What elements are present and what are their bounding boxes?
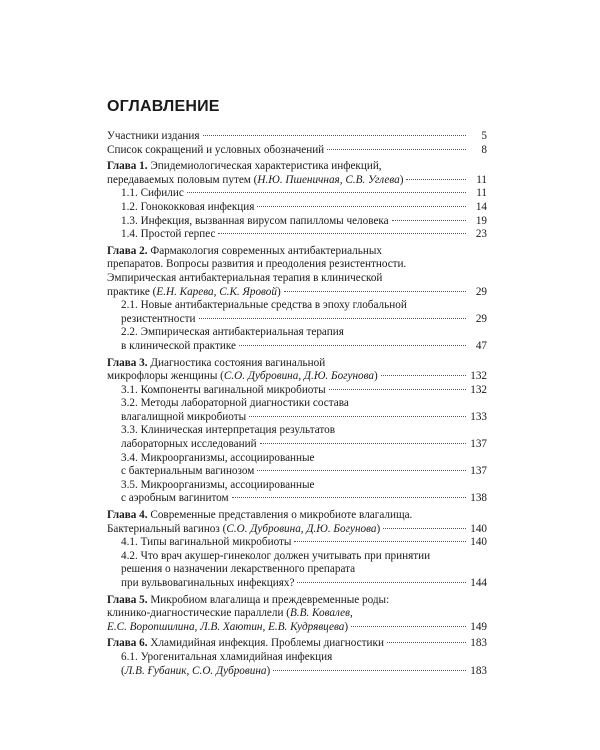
author-names: В.В. Ковалев,	[289, 607, 353, 620]
page-number: 144	[470, 577, 487, 589]
toc-line-text	[121, 550, 430, 562]
toc-line	[121, 438, 487, 452]
toc-line	[121, 384, 487, 398]
toc-text: клинико-диагностические параллели (	[107, 607, 290, 620]
toc-text: Хламидийная инфекция. Проблемы диагностики	[147, 637, 384, 650]
toc-line-text	[121, 201, 254, 215]
toc-line	[121, 492, 487, 506]
toc-line-text	[121, 438, 257, 452]
toc-entry[interactable]	[107, 144, 487, 158]
toc-line	[121, 452, 487, 466]
toc-line-text	[121, 411, 246, 425]
page-number: 19	[475, 214, 487, 227]
toc-line	[107, 160, 487, 174]
toc-text: решения о назначении лекарственного препарата	[121, 563, 356, 576]
closing-paren: )	[276, 285, 281, 298]
page-number: 183	[470, 664, 487, 677]
closing-paren: )	[344, 620, 349, 633]
toc-line-text	[107, 621, 348, 635]
page-number: 11	[476, 173, 487, 186]
toc-text: 2.1. Новые антибактериальные средства в эпоху глобальной	[121, 299, 407, 312]
author-names: Л.В. Ғубаник, С.О. Дубровина	[124, 664, 267, 677]
closing-paren: )	[374, 370, 378, 383]
page-number: 138	[470, 492, 487, 505]
toc-line-text	[121, 326, 344, 338]
toc-text: влагалищной микробиоты	[121, 410, 247, 423]
dot-leader	[203, 135, 466, 136]
toc-text: Эмпирическая антибактериальная терапия в клинической	[107, 271, 383, 284]
toc-entry[interactable]	[107, 130, 487, 144]
toc-text: 3.1. Компоненты вагинальной микробиоты	[121, 383, 326, 396]
toc-line	[121, 299, 487, 313]
toc-line	[121, 215, 487, 229]
toc-line-text	[107, 160, 382, 172]
page-number: 133	[470, 410, 487, 423]
chapter-label: Глава 3.	[107, 356, 148, 369]
toc-line-text	[121, 215, 389, 229]
toc-line-text	[107, 144, 324, 158]
chapter-label: Глава 2.	[107, 244, 148, 257]
toc-line	[107, 258, 487, 272]
toc-line-text	[121, 563, 355, 575]
toc-chapter-entry[interactable]	[107, 637, 487, 651]
dot-leader	[187, 192, 466, 193]
dot-leader	[284, 291, 466, 292]
toc-section-entry[interactable]	[107, 452, 487, 479]
toc-line	[121, 465, 487, 479]
dot-leader	[257, 206, 466, 207]
toc-line-text	[121, 479, 315, 491]
toc-line-text	[107, 509, 412, 521]
toc-line	[121, 187, 487, 201]
toc-section-entry[interactable]	[107, 384, 487, 398]
page-number: 149	[470, 620, 487, 633]
page-number: 132	[470, 383, 487, 396]
toc-line-text	[107, 258, 406, 270]
toc-list	[107, 130, 487, 678]
toc-text: в клинической практике	[121, 339, 236, 352]
dot-leader	[239, 345, 466, 346]
toc-chapter-entry[interactable]	[107, 160, 487, 187]
toc-line-text	[121, 651, 332, 663]
toc-line	[121, 550, 487, 564]
chapter-label: Глава 1.	[107, 160, 148, 173]
toc-line-text	[121, 228, 215, 242]
page-number: 132	[470, 370, 487, 383]
toc-line	[107, 286, 487, 300]
toc-section-entry[interactable]	[107, 550, 487, 591]
toc-text: практике (	[107, 285, 157, 298]
toc-line-text	[121, 187, 184, 201]
toc-line-text	[121, 340, 236, 354]
toc-text: препаратов. Вопросы развития и преодоления резистентности.	[107, 258, 407, 271]
toc-line	[107, 272, 487, 286]
page-number: 137	[470, 465, 487, 478]
toc-line-text	[121, 492, 229, 506]
dot-leader	[297, 582, 466, 583]
page-number: 5	[481, 130, 487, 142]
toc-line-text	[107, 245, 382, 257]
closing-paren: )	[376, 522, 381, 535]
toc-text: 4.2. Что врач акушер-гинеколог должен учитывать при принятии	[121, 549, 431, 562]
page-number: 23	[475, 228, 487, 241]
toc-text: лабораторных исследований	[121, 438, 257, 451]
dot-leader	[406, 179, 466, 180]
dot-leader	[387, 642, 466, 643]
dot-leader	[294, 541, 466, 542]
toc-line	[107, 174, 487, 188]
toc-text: 6.1. Урогенитальная хламидийная инфекция	[121, 650, 333, 663]
toc-line	[107, 370, 487, 384]
toc-text: 1.1. Сифилис	[121, 187, 184, 200]
toc-section-entry[interactable]	[107, 424, 487, 451]
toc-line	[121, 577, 487, 591]
toc-line-text	[121, 465, 254, 479]
toc-section-entry[interactable]	[107, 397, 487, 424]
toc-line-text	[107, 594, 389, 606]
toc-text: Современные представления о микробиоте влагалища.	[147, 509, 413, 522]
toc-section-entry[interactable]	[107, 536, 487, 550]
dot-leader	[218, 233, 466, 234]
toc-section-entry[interactable]	[107, 299, 487, 326]
chapter-label: Глава 6.	[107, 637, 148, 650]
author-names: С.О. Дубровина, Д.Ю. Богунова	[226, 522, 377, 535]
toc-line-text	[107, 607, 353, 619]
dot-leader	[329, 389, 466, 390]
toc-line	[107, 144, 487, 158]
toc-text: Микробиом влагалища и преждевременные роды:	[147, 593, 390, 606]
toc-section-entry[interactable]	[107, 228, 487, 242]
dot-leader	[327, 149, 466, 150]
page-number: 8	[481, 143, 487, 156]
toc-text: (	[121, 664, 125, 677]
toc-line	[121, 326, 487, 340]
toc-line	[107, 130, 487, 144]
toc-line-text	[121, 536, 291, 550]
toc-text: 3.2. Методы лабораторной диагностики состава	[121, 397, 349, 410]
toc-text: Фармакология современных антибактериальных	[147, 244, 382, 257]
page-number: 140	[470, 536, 487, 549]
toc-text: Диагностика состояния вагинальной	[147, 356, 326, 369]
toc-text: 4.1. Типы вагинальной микробиоты	[121, 536, 292, 549]
toc-chapter-entry[interactable]	[107, 594, 487, 635]
toc-line	[107, 621, 487, 635]
toc-line-text	[121, 424, 335, 436]
dot-leader	[392, 220, 466, 221]
toc-line	[121, 651, 487, 665]
toc-text: Эпидемиологическая характеристика инфекций,	[147, 160, 382, 173]
author-names: С.О. Дубровина, Д.Ю. Богунова	[223, 370, 375, 383]
toc-text: 3.5. Микроорганизмы, ассоциированные	[121, 478, 315, 491]
dot-leader	[273, 670, 466, 671]
toc-line	[121, 340, 487, 354]
chapter-label: Глава 4.	[107, 509, 148, 522]
page-number: 137	[470, 438, 487, 451]
toc-line-text	[107, 357, 325, 369]
toc-line-text	[107, 370, 378, 384]
dot-leader	[249, 416, 466, 417]
toc-title: ОГЛАВЛЕНИЕ	[107, 98, 220, 115]
toc-text: 1.2. Гонококковая инфекция	[121, 200, 255, 213]
toc-text: Участники издания	[107, 130, 200, 142]
toc-text: при вульвовагинальных инфекциях?	[121, 577, 295, 589]
toc-line	[107, 523, 487, 537]
toc-line-text	[107, 130, 200, 144]
toc-text: Список сокращений и условных обозначений	[107, 143, 325, 156]
toc-text: 3.4. Микроорганизмы, ассоциированные	[121, 451, 315, 464]
toc-chapter-entry[interactable]	[107, 245, 487, 299]
chapter-label: Глава 5.	[107, 593, 148, 606]
closing-paren: )	[399, 173, 404, 186]
toc-text: 1.3. Инфекция, вызванная вирусом папилломы человека	[121, 214, 389, 227]
toc-line	[107, 607, 487, 621]
toc-line-text	[121, 577, 294, 591]
toc-line	[121, 411, 487, 425]
toc-line-text	[121, 299, 407, 311]
page-number: 14	[475, 200, 487, 213]
author-names: Н.Ю. Пшеничная, С.В. Углева	[257, 173, 400, 186]
toc-line	[107, 637, 487, 651]
page-number: 29	[475, 285, 487, 298]
page-number: 183	[470, 637, 487, 650]
dot-leader	[260, 443, 466, 444]
toc-line-text	[107, 523, 380, 537]
toc-text: микрофлоры женщины (	[107, 370, 224, 383]
toc-text: 1.4. Простой герпес	[121, 228, 216, 241]
toc-chapter-entry[interactable]	[107, 509, 487, 536]
dot-leader	[383, 528, 466, 529]
toc-section-entry[interactable]	[107, 187, 487, 201]
toc-line	[121, 479, 487, 493]
toc-line	[121, 313, 487, 327]
toc-line-text	[121, 397, 349, 409]
toc-line	[107, 509, 487, 523]
dot-leader	[351, 626, 466, 627]
author-names: Е.Н. Карева, С.К. Яровой	[156, 285, 277, 298]
toc-line	[121, 397, 487, 411]
toc-text: резистентности	[121, 312, 196, 325]
toc-section-entry[interactable]	[107, 651, 487, 678]
toc-line-text	[107, 272, 382, 284]
toc-line	[121, 201, 487, 215]
toc-text: Бактериальный вагиноз (	[107, 522, 227, 535]
toc-section-entry[interactable]	[107, 326, 487, 353]
toc-line-text	[121, 384, 326, 398]
dot-leader	[257, 470, 466, 471]
toc-line-text	[121, 665, 270, 679]
toc-line-text	[107, 174, 403, 188]
toc-line	[107, 594, 487, 608]
toc-line	[107, 245, 487, 259]
toc-text: 3.3. Клиническая интерпретация результатов	[121, 424, 336, 437]
toc-line-text	[121, 452, 315, 464]
toc-text: 2.2. Эмпирическая антибактериальная терапия	[121, 326, 344, 339]
closing-paren: )	[266, 664, 271, 677]
toc-chapter-entry[interactable]	[107, 357, 487, 384]
page-number: 140	[470, 522, 487, 535]
toc-line	[121, 228, 487, 242]
toc-line	[121, 536, 487, 550]
toc-section-entry[interactable]	[107, 215, 487, 229]
toc-line	[121, 665, 487, 679]
page-number: 29	[475, 312, 487, 325]
toc-line-text	[107, 286, 281, 300]
page-number: 47	[475, 339, 487, 352]
toc-page	[107, 98, 487, 678]
toc-text: с аэробным вагинитом	[121, 492, 229, 505]
dot-leader	[232, 497, 466, 498]
page-number: 11	[476, 187, 487, 200]
toc-line-text	[121, 313, 196, 327]
toc-line	[121, 563, 487, 577]
toc-line	[107, 357, 487, 371]
toc-section-entry[interactable]	[107, 201, 487, 215]
dot-leader	[381, 375, 466, 376]
toc-text: передаваемых половым путем (	[107, 173, 258, 186]
toc-text: с бактериальным вагинозом	[121, 465, 255, 478]
author-names: Е.С. Воропшилина, Л.В. Хаютин, Е.В. Кудрявцева	[107, 620, 345, 633]
toc-line-text	[107, 637, 384, 651]
toc-section-entry[interactable]	[107, 479, 487, 506]
dot-leader	[199, 318, 466, 319]
toc-line	[121, 424, 487, 438]
